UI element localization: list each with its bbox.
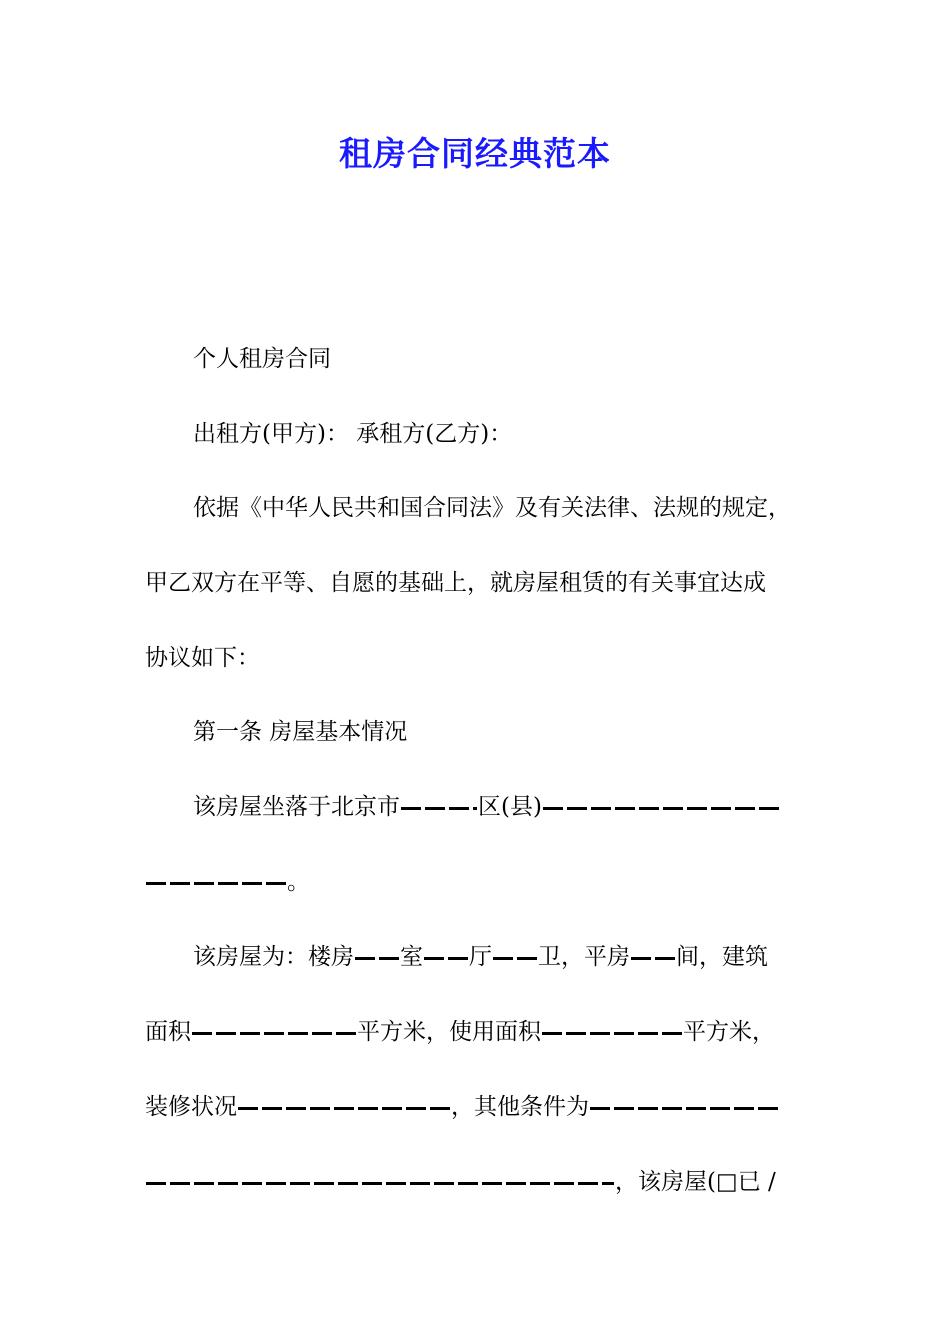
- rooms-line: [193, 940, 768, 974]
- contract-heading: 个人租房合同: [193, 346, 331, 372]
- document-title: 租房合同经典范本: [339, 134, 611, 173]
- decoration-blank[interactable]: [238, 1107, 450, 1110]
- rooms-room: 室: [400, 944, 423, 970]
- location-line-1: [193, 790, 780, 824]
- preamble-line-1: 依据《中华人民共和国合同法》及有关法律、法规的规定，: [193, 495, 791, 521]
- rooms-end: 间，建筑: [676, 944, 768, 970]
- area-prefix: 面积: [145, 1019, 191, 1045]
- preamble-line-2: 甲乙双方在平等、自愿的基础上，就房屋租赁的有关事宜达成: [145, 570, 766, 596]
- decoration-prefix: 装修状况: [145, 1094, 237, 1120]
- halls-blank[interactable]: [424, 957, 468, 960]
- rooms-blank[interactable]: [355, 957, 399, 960]
- baths-blank[interactable]: [493, 957, 537, 960]
- area-end: 平方米，: [683, 1019, 775, 1045]
- other-conditions-blank[interactable]: [590, 1107, 778, 1110]
- bungalow-rooms-blank[interactable]: [631, 957, 675, 960]
- article-1-heading: 第一条 房屋基本情况: [193, 719, 408, 745]
- location-line-2: [145, 865, 310, 899]
- usable-area-blank[interactable]: [542, 1032, 682, 1035]
- preamble-line-3: 协议如下：: [145, 645, 260, 671]
- location-mid: 区(县): [478, 794, 542, 820]
- last-end: ，该房屋(□已 /: [615, 1169, 776, 1195]
- area-mid: 平方米，使用面积: [357, 1019, 541, 1045]
- conditions-line: [145, 1165, 776, 1199]
- address-blank[interactable]: [543, 807, 779, 810]
- district-blank[interactable]: [401, 807, 477, 810]
- other-conditions-blank-cont[interactable]: [146, 1182, 614, 1185]
- parties-line: 出租方(甲方)： 承租方(乙方)：: [193, 421, 513, 447]
- location-prefix: 该房屋坐落于北京市: [193, 794, 400, 820]
- rooms-hall: 厅: [469, 944, 492, 970]
- rooms-prefix: 该房屋为：楼房: [193, 944, 354, 970]
- building-area-blank[interactable]: [192, 1032, 356, 1035]
- decoration-mid: ，其他条件为: [451, 1094, 589, 1120]
- rooms-bath: 卫，平房: [538, 944, 630, 970]
- area-line: [145, 1015, 775, 1049]
- location-end: 。: [287, 869, 310, 895]
- address-blank-cont[interactable]: [146, 882, 286, 885]
- decoration-line: [145, 1090, 779, 1124]
